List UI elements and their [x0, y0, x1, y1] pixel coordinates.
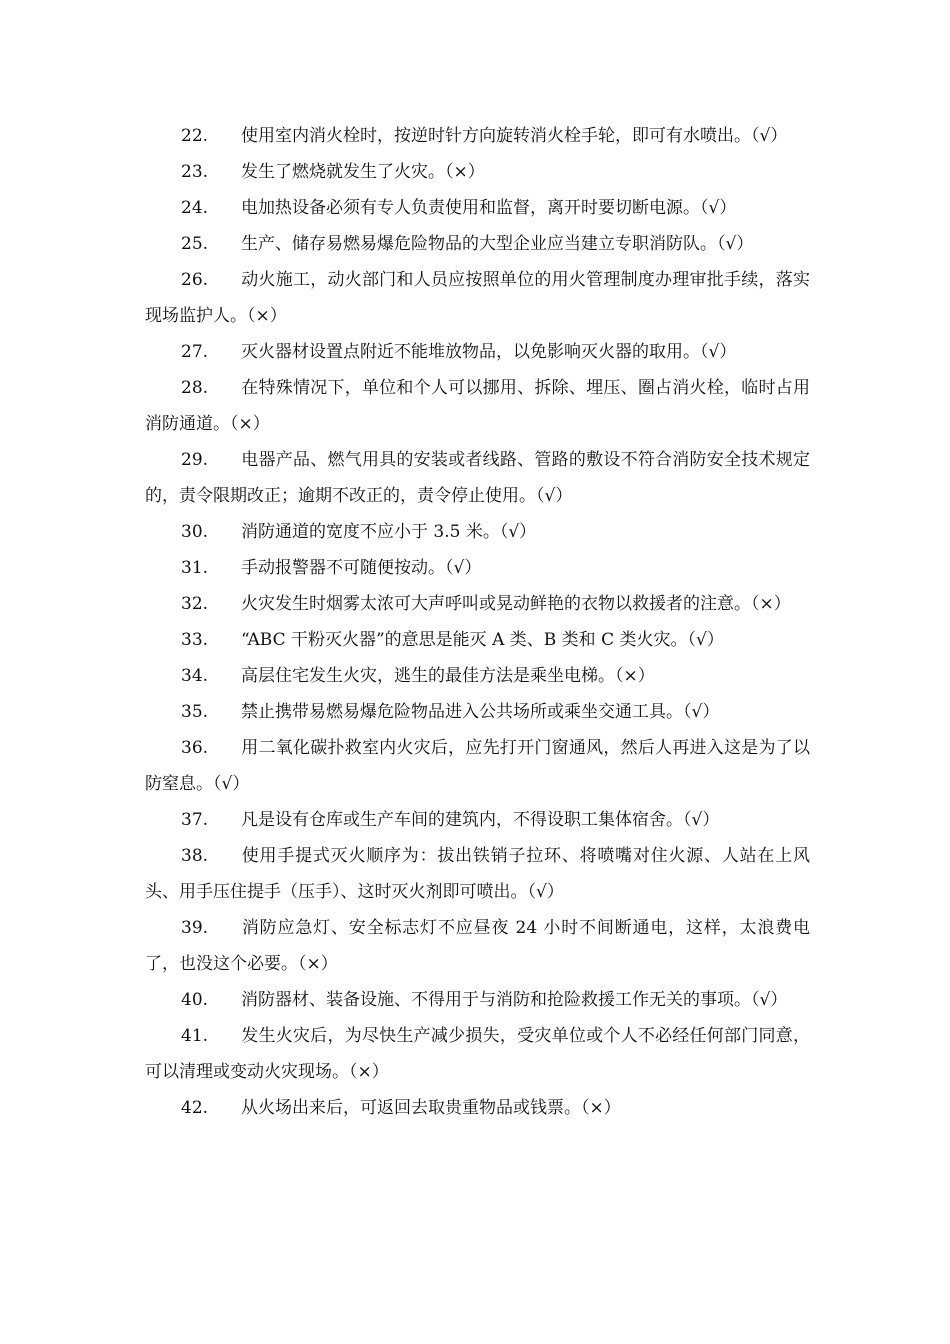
item-number: 35. — [181, 702, 209, 722]
question-list — [145, 118, 810, 1126]
item-text: 在特殊情况下，单位和个人可以挪用、拆除、埋压、圈占消火栓，临时占用消防通道。（×） — [145, 378, 810, 434]
list-item — [145, 334, 810, 370]
item-text: 发生火灾后，为尽快生产减少损失，受灾单位或个人不必经任何部门同意，可以清理或变动火灾现场。（×） — [145, 1026, 810, 1082]
list-item — [145, 154, 810, 190]
list-item — [145, 730, 810, 802]
item-text: 火灾发生时烟雾太浓可大声呼叫或晃动鲜艳的衣物以救援者的注意。（×） — [241, 594, 791, 614]
item-text: 生产、储存易燃易爆危险物品的大型企业应当建立专职消防队。（√） — [241, 234, 754, 254]
list-item — [145, 226, 810, 262]
item-text: 灭火器材设置点附近不能堆放物品，以免影响灭火器的取用。（√） — [241, 342, 737, 362]
item-text: 电加热设备必须有专人负责使用和监督，离开时要切断电源。（√） — [241, 198, 737, 218]
item-text: 消防应急灯、安全标志灯不应昼夜 24 小时不间断通电，这样，太浪费电了，也没这个必要。（×） — [145, 918, 810, 974]
list-item — [145, 262, 810, 334]
item-number: 27. — [181, 342, 209, 362]
item-number: 26. — [181, 270, 209, 290]
list-item — [145, 802, 810, 838]
item-number: 32. — [181, 594, 209, 614]
item-text: 用二氧化碳扑救室内火灾后，应先打开门窗通风，然后人再进入这是为了以防窒息。（√） — [145, 738, 810, 794]
list-item — [145, 1090, 810, 1126]
list-item — [145, 442, 810, 514]
item-number: 31. — [181, 558, 209, 578]
item-number: 40. — [181, 990, 209, 1010]
list-item — [145, 982, 810, 1018]
list-item — [145, 514, 810, 550]
item-number: 34. — [181, 666, 209, 686]
item-text: “ABC 干粉灭火器”的意思是能灭 A 类、B 类和 C 类火灾。（√） — [241, 630, 724, 650]
item-number: 23. — [181, 162, 209, 182]
item-text: 电器产品、燃气用具的安装或者线路、管路的敷设不符合消防安全技术规定的，责令限期改正；逾期不改正的，责令停止使用。（√） — [145, 450, 810, 506]
item-text: 从火场出来后，可返回去取贵重物品或钱票。（×） — [241, 1098, 621, 1118]
item-number: 39. — [181, 918, 209, 938]
item-number: 37. — [181, 810, 209, 830]
item-text: 禁止携带易燃易爆危险物品进入公共场所或乘坐交通工具。（√） — [241, 702, 720, 722]
item-text: 凡是设有仓库或生产车间的建筑内，不得设职工集体宿舍。（√） — [241, 810, 720, 830]
item-text: 使用手提式灭火顺序为：拔出铁销子拉环、将喷嘴对住火源、人站在上风头、用手压住提手（压手）、这时灭火剂即可喷出。（√） — [145, 846, 810, 902]
item-text: 使用室内消火栓时，按逆时针方向旋转消火栓手轮，即可有水喷出。（√） — [241, 126, 788, 146]
list-item — [145, 586, 810, 622]
list-item — [145, 838, 810, 910]
item-number: 41. — [181, 1026, 209, 1046]
item-text: 消防器材、装备设施、不得用于与消防和抢险救援工作无关的事项。（√） — [241, 990, 788, 1010]
item-text: 消防通道的宽度不应小于 3.5 米。（√） — [241, 522, 537, 542]
list-item — [145, 694, 810, 730]
item-number: 24. — [181, 198, 209, 218]
item-number: 33. — [181, 630, 209, 650]
list-item — [145, 622, 810, 658]
item-number: 42. — [181, 1098, 209, 1118]
item-number: 30. — [181, 522, 209, 542]
item-number: 38. — [181, 846, 209, 866]
item-number: 28. — [181, 378, 209, 398]
list-item — [145, 1018, 810, 1090]
item-text: 高层住宅发生火灾，逃生的最佳方法是乘坐电梯。（×） — [241, 666, 655, 686]
list-item — [145, 370, 810, 442]
list-item — [145, 550, 810, 586]
list-item — [145, 118, 810, 154]
item-number: 25. — [181, 234, 209, 254]
list-item — [145, 190, 810, 226]
item-text: 发生了燃烧就发生了火灾。（×） — [241, 162, 485, 182]
list-item — [145, 658, 810, 694]
item-text: 动火施工，动火部门和人员应按照单位的用火管理制度办理审批手续，落实现场监护人。（×） — [145, 270, 810, 326]
list-item — [145, 910, 810, 982]
item-number: 22. — [181, 126, 209, 146]
item-number: 29. — [181, 450, 209, 470]
item-text: 手动报警器不可随便按动。（√） — [241, 558, 482, 578]
item-number: 36. — [181, 738, 209, 758]
